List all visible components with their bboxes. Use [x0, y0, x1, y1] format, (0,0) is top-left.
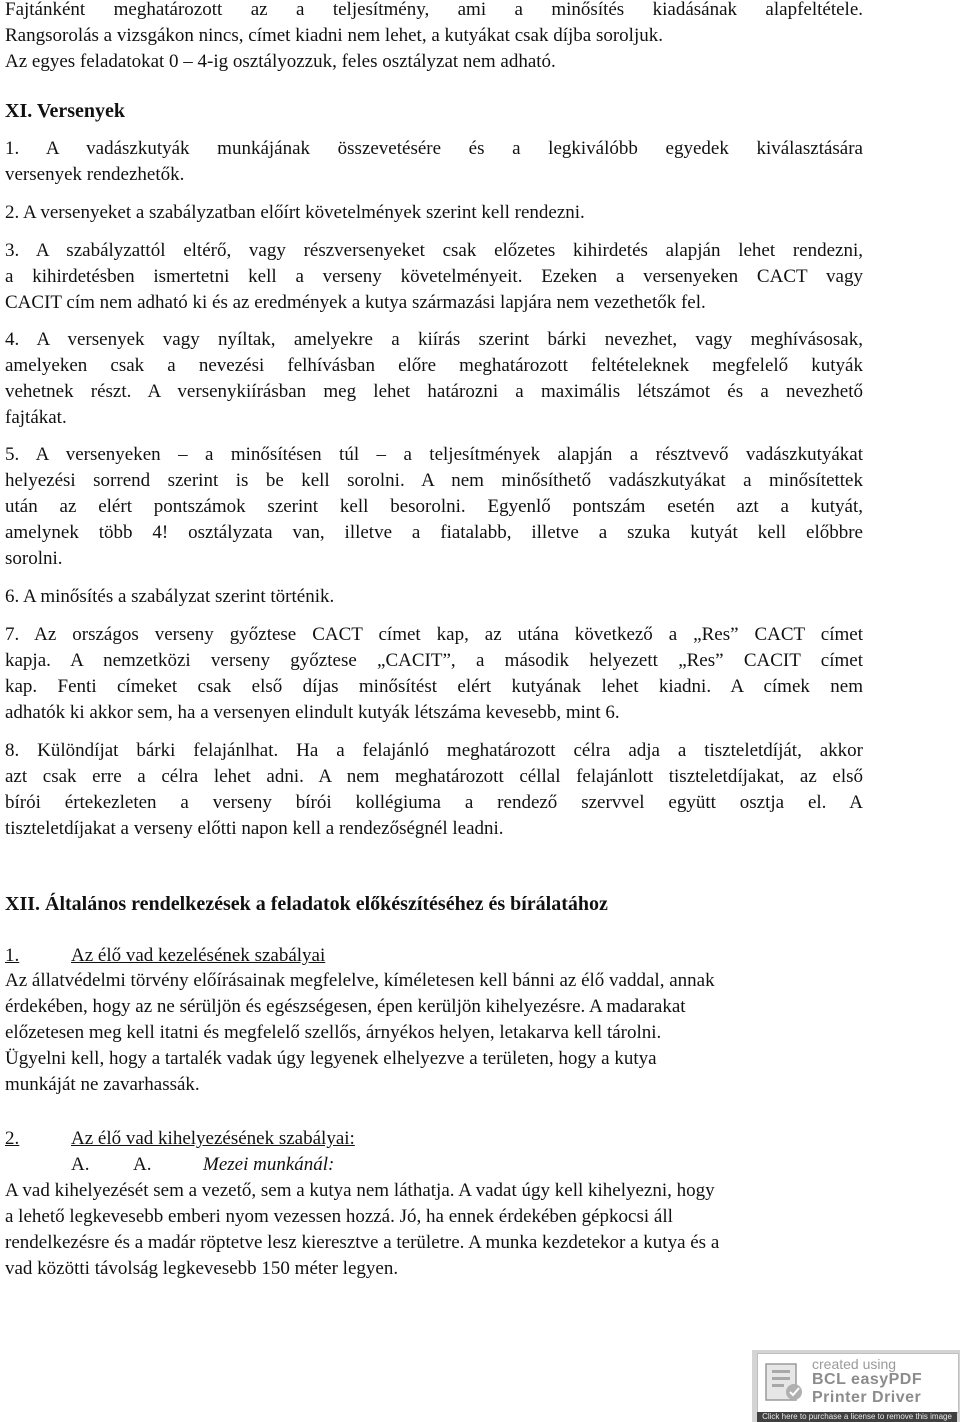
watermark-product-sub: Printer Driver	[812, 1389, 922, 1406]
subsection-2-line: A vad kihelyezését sem a vezető, sem a kutya nem láthatja. A vadat úgy kell kihelyezni, hogy	[5, 1180, 715, 1201]
paragraph-8-line: bírói értekezleten a verseny bírói kollégiuma a rendező szervvel együtt osztja el. A	[5, 792, 863, 813]
subsection-2-heading	[5, 1126, 355, 1152]
text-line: Az egyes feladatokat 0 – 4-ig osztályozzuk, feles osztályzat nem adható.	[5, 51, 556, 72]
paragraph-7-line: kapja. A nemzetközi verseny győztese „CACIT”, a második helyezett „Res” CACIT címet	[5, 650, 863, 671]
paragraph-1-line: 1. A vadászkutyák munkájának összevetésére és a legkiválóbb egyedek kiválasztására	[5, 138, 863, 159]
watermark-created-using: created using	[812, 1356, 897, 1372]
paragraph-3-line: 3. A szabályzattól eltérő, vagy részversenyeket csak előzetes kihirdetés alapján lehet rendezni,	[5, 240, 863, 261]
paragraph-7-line: 7. Az országos verseny győztese CACT címet kap, az utána következő a „Res” CACT címet	[5, 624, 863, 645]
paragraph-5-line: sorolni.	[5, 548, 63, 569]
paragraph-7-line: kap. Fenti címeket csak első díjas minősítést elért kutyának lehet kiadni. A címek nem	[5, 676, 863, 697]
subsection-1-line: munkáját ne zavarhassák.	[5, 1074, 200, 1095]
subsection-1-title: Az élő vad kezelésének szabályai	[71, 945, 326, 966]
paragraph-4-line: 4. A versenyek vagy nyíltak, amelyekre a kiírás szerint bárki nevezhet, vagy meghívásosak,	[5, 329, 863, 350]
sub-letter-italic: A.	[133, 1154, 152, 1175]
paragraph-4-line: amelyeken csak a nevezési felhívásban előre meghatározott feltételeknek megfelelő kutyák	[5, 355, 863, 376]
paragraph-1-line: versenyek rendezhetők.	[5, 164, 185, 185]
paragraph-5-line: helyezési sorrend szerint is be kell sorolni. A nem minősíthető vadászkutyákat a minősítettek	[5, 470, 863, 491]
paragraph-3-line: CACIT cím nem adható ki és az eredmények a kutya származási lapjára nem vezethetők fel.	[5, 292, 706, 313]
text-line: Fajtánként meghatározott az a teljesítmény, ami a minősítés kiadásának alapfeltétele.	[5, 0, 863, 20]
paragraph-5-line: után az elért pontszámok szerint kell besorolni. Egyenlő pontszám esetén azt a kutyát,	[5, 496, 863, 517]
paragraph-6-line: 6. A minősítés a szabályzat szerint történik.	[5, 586, 335, 607]
subsection-2-line: vad közötti távolság legkevesebb 150 méter legyen.	[5, 1258, 399, 1279]
text-line: Rangsorolás a vizsgákon nincs, címet kiadni nem lehet, a kutyákat csak díjba soroljuk.	[5, 25, 663, 46]
paragraph-8-line: tiszteletdíjakat a verseny előtti napon kell a rendezőségnél leadni.	[5, 818, 504, 839]
subsection-2a-title: Mezei munkánál:	[203, 1154, 335, 1175]
paragraph-4-line: vehetnek részt. A versenykiírásban meg lehet határozni a maximális létszámot és a nevezhető	[5, 381, 863, 402]
bcl-logo-icon	[764, 1360, 804, 1404]
paragraph-7-line: adhatók ki akkor sem, ha a versenyen elindult kutyák létszáma kevesebb, mint 6.	[5, 702, 620, 723]
paragraph-3-line: a kihirdetésben ismertetni kell a verseny követelményeit. Ezeken a versenyeken CACT vagy	[5, 266, 863, 287]
paragraph-5-line: amelynek több 4! osztályzata van, illetve a fiatalabb, illetve a szuka kutyát kell előbbre	[5, 522, 863, 543]
subsection-2-number: 2.	[5, 1128, 20, 1149]
subsection-1-heading	[5, 943, 325, 969]
sub-letter: A.	[71, 1154, 90, 1175]
subsection-1-number: 1.	[5, 945, 20, 966]
easypdf-watermark[interactable]	[752, 1350, 960, 1422]
section-heading-xii: XII. Általános rendelkezések a feladatok előkészítéséhez és bírálatához	[5, 893, 608, 915]
paragraph-8-line: azt csak erre a célra lehet adni. A nem meghatározott céllal felajánlott tiszteletdíjakat, az első	[5, 766, 863, 787]
subsection-1-line: Az állatvédelmi törvény előírásainak megfelelve, kíméletesen kell bánni az élő vaddal, annak	[5, 970, 715, 991]
paragraph-2-line: 2. A versenyeket a szabályzatban előírt követelmények szerint kell rendezni.	[5, 202, 585, 223]
subsection-2a-heading	[71, 1152, 334, 1178]
paragraph-5-line: 5. A versenyeken – a minősítésen túl – a teljesítmények alapján a résztvevő vadászkutyákat	[5, 444, 863, 465]
watermark-product: BCL easyPDF	[812, 1371, 923, 1388]
subsection-2-line: rendelkezésre és a madár röptetve lesz kieresztve a területre. A munka kezdetekor a kutya és a	[5, 1232, 720, 1253]
paragraph-8-line: 8. Különdíjat bárki felajánlhat. Ha a felajánló meghatározott célra adja a tiszteletdíját, akkor	[5, 740, 863, 761]
paragraph-4-line: fajtákat.	[5, 407, 67, 428]
subsection-1-line: érdekében, hogy az ne sérüljön és egészségesen, épen kerüljön kihelyezésre. A madarakat	[5, 996, 686, 1017]
subsection-1-line: előzetesen meg kell itatni és megfelelő szellős, árnyékos helyen, letakarva kell tárolni.	[5, 1022, 662, 1043]
subsection-2-line: a lehető legkevesebb emberi nyom vezessen hozzá. Jó, ha ennek érdekében gépkocsi áll	[5, 1206, 673, 1227]
watermark-panel	[757, 1353, 959, 1413]
subsection-1-line: Ügyelni kell, hogy a tartalék vadak úgy legyenek elhelyezve a területen, hogy a kutya	[5, 1048, 657, 1069]
subsection-2-title: Az élő vad kihelyezésének szabályai:	[71, 1128, 355, 1149]
section-heading-xi: XI. Versenyek	[5, 100, 126, 122]
watermark-purchase-link[interactable]: Click here to purchase a license to remove this image	[757, 1412, 957, 1422]
